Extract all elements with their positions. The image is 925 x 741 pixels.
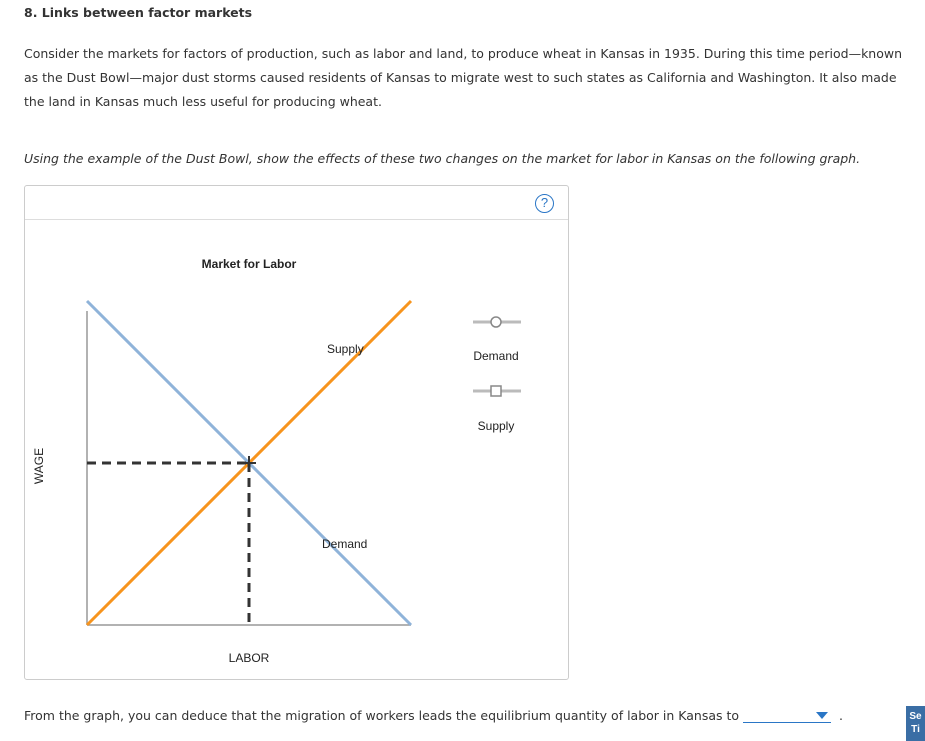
demand-tool[interactable]: [473, 317, 521, 363]
supply-tool-label: Supply: [477, 419, 515, 433]
x-axis-label: LABOR: [228, 651, 270, 665]
dropdown-caret-icon: [816, 712, 828, 719]
help-button[interactable]: ?: [535, 194, 554, 213]
answer-prompt: From the graph, you can deduce that the migration of workers leads the equilibrium quantity of labor in Kansas to: [24, 708, 740, 723]
demand-curve-label: Demand: [322, 537, 368, 551]
supply-tool[interactable]: [473, 386, 521, 433]
square-marker-icon: [491, 386, 501, 396]
question-intro: Consider the markets for factors of production, such as labor and land, to produce wheat in Kansas in 1935. During this time period—known as the Dust Bowl—major dust storms caused residents of Kansas to migrate west to such states as California and Washington. It also made the land in Kansas much less useful for producing wheat.: [24, 46, 903, 109]
sentence-period: .: [839, 708, 844, 723]
answer-row: [24, 708, 843, 723]
market-for-labor-graph: [25, 186, 570, 681]
graph-title: Market for Labor: [201, 257, 297, 271]
quantity-change-dropdown[interactable]: [743, 708, 831, 723]
side-panel-tab[interactable]: Se Ti: [906, 706, 925, 741]
y-axis-label: WAGE: [32, 447, 46, 485]
circle-marker-icon: [491, 317, 501, 327]
question-title: 8. Links between factor markets: [24, 5, 253, 20]
supply-curve-label: Supply: [327, 342, 364, 356]
graph-panel: [24, 185, 569, 680]
question-instruction: Using the example of the Dust Bowl, show the effects of these two changes on the market for labor in Kansas on the following graph.: [24, 151, 861, 166]
demand-tool-label: Demand: [473, 349, 519, 363]
